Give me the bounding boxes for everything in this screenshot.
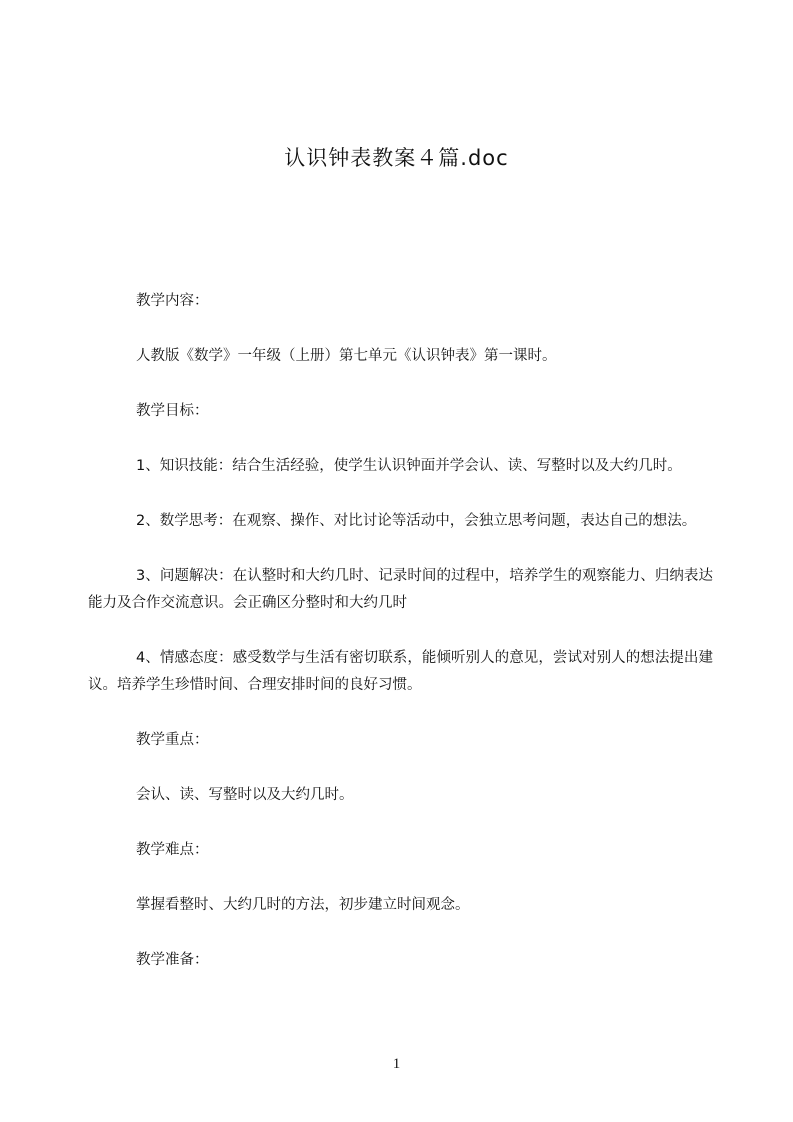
- paragraph-difficulties-heading: 教学难点：: [136, 842, 209, 858]
- paragraph-teaching-content-heading: 教学内容：: [136, 293, 209, 309]
- page-number: 1: [392, 1056, 401, 1072]
- paragraph-goal-3: 3、问题解决：在认整时和大约几时、记录时间的过程中，培养学生的观察能力、归纳表达能力及合作交流意识。会正确区分整时和大约几时: [88, 568, 713, 611]
- document-title: 认识钟表教案４篇.doc: [284, 146, 509, 170]
- paragraph-key-points-heading: 教学重点：: [136, 732, 209, 748]
- paragraph-difficulties: 掌握看整时、大约几时的方法，初步建立时间观念。: [136, 897, 470, 913]
- paragraph-key-points: 会认、读、写整时以及大约几时。: [136, 787, 354, 803]
- paragraph-goal-4: 4、情感态度：感受数学与生活有密切联系，能倾听别人的意见，尝试对别人的想法提出建议。培养学生珍惜时间、合理安排时间的良好习惯。: [88, 650, 713, 693]
- paragraph-preparation-heading: 教学准备：: [136, 952, 209, 968]
- document-body: [88, 288, 713, 974]
- paragraph-teaching-goals-heading: 教学目标：: [136, 403, 209, 419]
- paragraph-goal-1: 1、知识技能：结合生活经验，使学生认识钟面并学会认、读、写整时以及大约几时。: [136, 458, 682, 474]
- paragraph-textbook-info: 人教版《数学》一年级（上册）第七单元《认识钟表》第一课时。: [136, 348, 557, 364]
- paragraph-goal-2: 2、数学思考：在观察、操作、对比讨论等活动中，会独立思考问题，表达自己的想法。: [136, 513, 697, 529]
